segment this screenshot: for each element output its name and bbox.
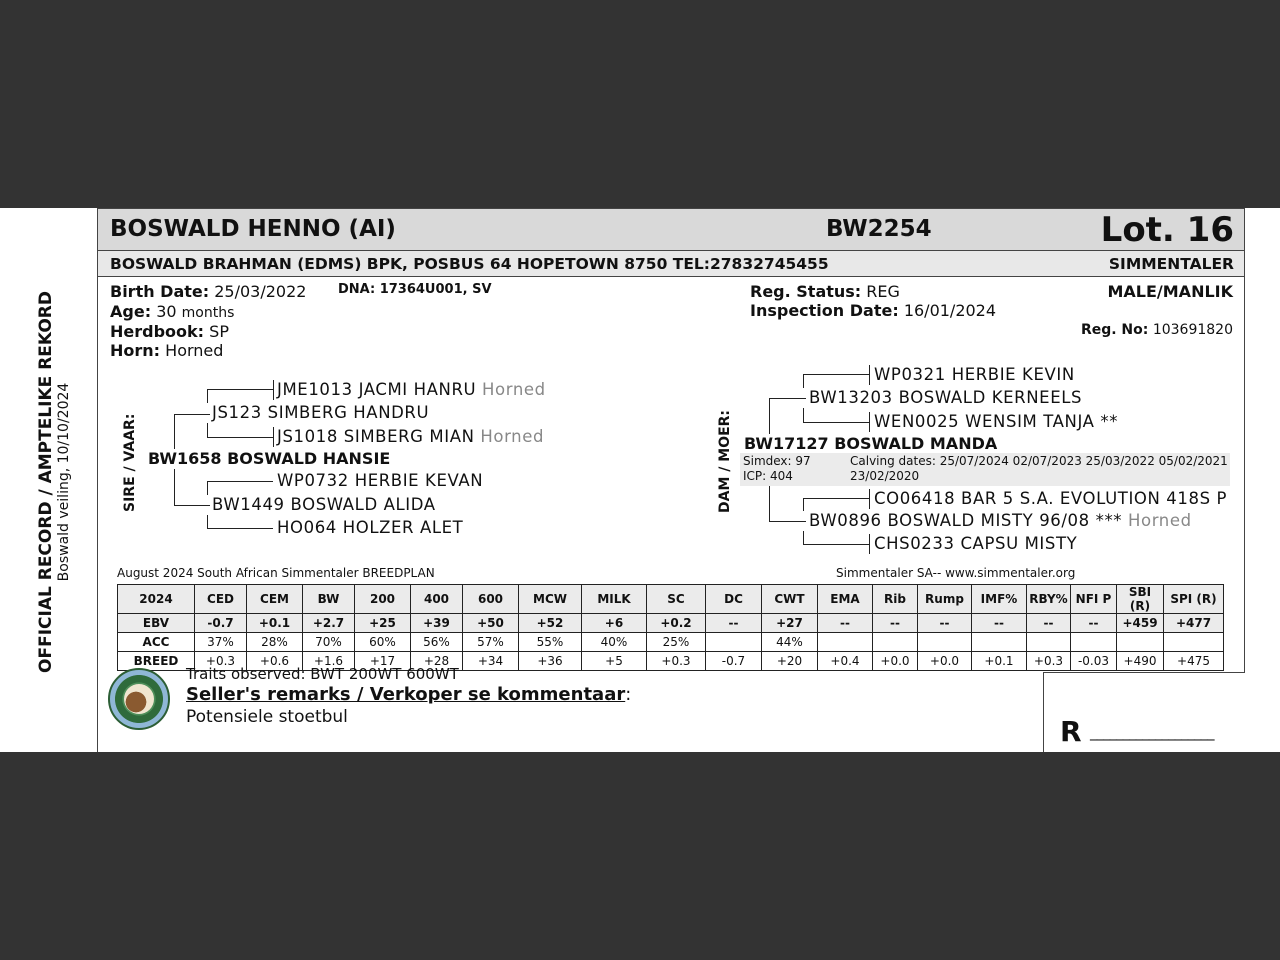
table-cell: Rib [873, 585, 918, 614]
animal-name: BOSWALD HENNO (AI) [110, 216, 396, 242]
table-cell: SPI (R) [1164, 585, 1224, 614]
table-cell: CEM [247, 585, 303, 614]
table-cell: 25% [647, 633, 706, 652]
dam-dam-dam: CHS0233 CAPSU MISTY [874, 534, 1078, 553]
table-cell [1164, 633, 1224, 652]
table-cell: SC [647, 585, 706, 614]
table-cell: +0.2 [647, 614, 706, 633]
pedigree-line [869, 365, 870, 385]
table-cell: -- [873, 614, 918, 633]
table-cell: -- [972, 614, 1027, 633]
table-cell: CED [195, 585, 247, 614]
sellers-remarks-heading: Seller's remarks / Verkoper se kommentaar: [186, 684, 632, 705]
simmentaler-society-logo-icon [108, 668, 170, 730]
dam-name: BW17127 BOSWALD MANDA [744, 434, 998, 453]
breed-name: SIMMENTALER [1108, 255, 1234, 273]
table-cell: +477 [1164, 614, 1224, 633]
table-cell: MILK [582, 585, 647, 614]
table-cell: 55% [519, 633, 582, 652]
price-blank[interactable]: ___________________ [1090, 723, 1214, 741]
sire-sire: JS123 SIMBERG HANDRU [212, 403, 430, 422]
row-label-cell: EBV [118, 614, 195, 633]
sire-name: BW1658 BOSWALD HANSIE [148, 449, 391, 468]
dam-dam: BW0896 BOSWALD MISTY 96/08 *** Horned [809, 511, 1192, 530]
table-cell: -0.03 [1071, 652, 1117, 671]
table-cell: +0.0 [873, 652, 918, 671]
ebv-table [117, 584, 1224, 671]
table-cell [1117, 633, 1164, 652]
table-row [118, 614, 1224, 633]
sire-side-label: SIRE / VAAR: [122, 413, 138, 512]
table-cell: +0.1 [972, 652, 1027, 671]
table-cell: +1.6 [303, 652, 355, 671]
pedigree-line [207, 481, 273, 482]
pedigree-line [207, 437, 273, 438]
table-cell: 57% [463, 633, 519, 652]
table-cell: +25 [355, 614, 411, 633]
dam-sire: BW13203 BOSWALD KERNEELS [809, 388, 1083, 407]
row-label-cell: ACC [118, 633, 195, 652]
table-cell: +0.3 [1027, 652, 1071, 671]
table-cell: +475 [1164, 652, 1224, 671]
dam-sire-sire: WP0321 HERBIE KEVIN [874, 365, 1075, 384]
official-record-vertical-label [36, 282, 72, 682]
pedigree-line [803, 374, 869, 375]
inspection-date: Inspection Date: 16/01/2024 [750, 301, 997, 320]
animal-id: BW2254 [826, 216, 932, 242]
table-cell: +20 [762, 652, 818, 671]
pedigree-line [207, 389, 273, 390]
table-cell [1071, 633, 1117, 652]
dam-calving-dates-cont: 23/02/2020 [850, 469, 920, 483]
reg-number: Reg. No: 103691820 [1080, 322, 1233, 338]
table-cell: +39 [411, 614, 463, 633]
sire-sire-sire: JME1013 JACMI HANRU Horned [277, 380, 546, 399]
table-cell: -- [1071, 614, 1117, 633]
table-cell: CWT [762, 585, 818, 614]
pedigree-line [174, 414, 210, 415]
table-row [118, 633, 1224, 652]
table-cell: +0.3 [647, 652, 706, 671]
lot-number: Lot. 16 [1100, 210, 1234, 250]
dam-icp: ICP: 404 [743, 469, 793, 483]
pedigree-line [869, 412, 870, 432]
pedigree-line [803, 544, 869, 545]
table-cell: +2.7 [303, 614, 355, 633]
table-cell: -- [1027, 614, 1071, 633]
pedigree-line [174, 505, 210, 506]
pedigree-line [207, 528, 273, 529]
auction-date-text: Boswald veiling, 10/10/2024 [56, 382, 72, 582]
dam-simdex: Simdex: 97 [743, 454, 811, 468]
price-box [1043, 672, 1245, 752]
sellers-remarks-text: Potensiele stoetbul [186, 707, 348, 727]
pedigree-line [174, 414, 175, 449]
dna-info: DNA: 17364U001, SV [338, 282, 492, 297]
table-cell: MCW [519, 585, 582, 614]
official-record-text: OFFICIAL RECORD / AMPTELIKE REKORD [36, 291, 56, 673]
sire-sire-dam: JS1018 SIMBERG MIAN Horned [277, 427, 545, 446]
pedigree-line [273, 380, 274, 400]
table-cell: +36 [519, 652, 582, 671]
table-cell: DC [706, 585, 762, 614]
lot-header [98, 208, 1244, 251]
table-cell [918, 633, 972, 652]
table-cell: 40% [582, 633, 647, 652]
catalogue-page [0, 208, 1280, 752]
table-cell: -0.7 [706, 652, 762, 671]
table-cell: -- [918, 614, 972, 633]
pedigree-line [869, 534, 870, 554]
pedigree-line [869, 489, 870, 509]
table-cell: +28 [411, 652, 463, 671]
table-cell: RBY% [1027, 585, 1071, 614]
breeder-bar [98, 251, 1244, 277]
table-cell [1027, 633, 1071, 652]
dam-calving-dates: Calving dates: 25/07/2024 02/07/2023 25/03/2022 05/02/2021 [850, 454, 1228, 468]
reg-status: Reg. Status: REG [750, 282, 900, 301]
pedigree-line [207, 423, 208, 437]
pedigree-line [273, 427, 274, 447]
pedigree-line [769, 398, 806, 399]
pedigree-line [207, 389, 208, 403]
traits-observed: Traits observed: BWT 200WT 600WT [186, 665, 459, 683]
pedigree-line [769, 398, 770, 434]
pedigree-line [174, 469, 175, 505]
table-cell: +6 [582, 614, 647, 633]
sire-dam: BW1449 BOSWALD ALIDA [212, 495, 436, 514]
table-cell: Rump [918, 585, 972, 614]
table-cell: -- [706, 614, 762, 633]
society-website: Simmentaler SA-- www.simmentaler.org [836, 566, 1076, 580]
table-cell: +0.1 [247, 614, 303, 633]
breeder-address: BOSWALD BRAHMAN (EDMS) BPK, POSBUS 64 HOPETOWN 8750 TEL:27832745455 [110, 255, 829, 273]
breedplan-caption: August 2024 South African Simmentaler BREEDPLAN [117, 566, 435, 580]
table-cell: +490 [1117, 652, 1164, 671]
table-cell [972, 633, 1027, 652]
table-cell: 28% [247, 633, 303, 652]
pedigree-line [803, 531, 804, 544]
table-cell: +50 [463, 614, 519, 633]
pedigree-line [207, 515, 208, 528]
table-cell: -0.7 [195, 614, 247, 633]
row-label-cell: BREED [118, 652, 195, 671]
sex: MALE/MANLIK [1107, 282, 1233, 301]
birth-date: Birth Date: 25/03/2022 [110, 282, 307, 301]
pedigree-line [803, 498, 869, 499]
table-cell: +5 [582, 652, 647, 671]
dam-dam-sire: CO06418 BAR 5 S.A. EVOLUTION 418S P [874, 489, 1228, 508]
table-cell: 60% [355, 633, 411, 652]
pedigree-line [803, 498, 804, 511]
pedigree-line [207, 481, 208, 495]
pedigree-line [803, 374, 804, 388]
dam-side-label: DAM / MOER: [717, 409, 733, 513]
table-cell: SBI (R) [1117, 585, 1164, 614]
table-cell: 200 [355, 585, 411, 614]
pedigree-line [803, 408, 804, 422]
pedigree-line [769, 486, 770, 521]
row-label-cell: 2024 [118, 585, 195, 614]
horn-status: Horn: Horned [110, 341, 224, 360]
table-cell [873, 633, 918, 652]
table-cell: +0.3 [195, 652, 247, 671]
table-cell: +34 [463, 652, 519, 671]
sire-dam-dam: HO064 HOLZER ALET [277, 518, 464, 537]
pedigree-line [803, 422, 869, 423]
herdbook: Herdbook: SP [110, 322, 229, 341]
table-cell: 44% [762, 633, 818, 652]
table-cell [706, 633, 762, 652]
table-cell: 56% [411, 633, 463, 652]
sire-dam-sire: WP0732 HERBIE KEVAN [277, 471, 484, 490]
age: Age: 30 months [110, 302, 235, 321]
price-currency: R [1060, 715, 1082, 748]
table-cell: -- [818, 614, 873, 633]
table-cell: +0.6 [247, 652, 303, 671]
table-cell: +17 [355, 652, 411, 671]
table-cell: 600 [463, 585, 519, 614]
table-cell: +0.0 [918, 652, 972, 671]
table-cell: IMF% [972, 585, 1027, 614]
pedigree-line [769, 521, 806, 522]
table-cell: NFI P [1071, 585, 1117, 614]
table-cell: +0.4 [818, 652, 873, 671]
dam-sire-dam: WEN0025 WENSIM TANJA ** [874, 412, 1119, 431]
table-cell [818, 633, 873, 652]
table-row [118, 585, 1224, 614]
table-cell: EMA [818, 585, 873, 614]
table-cell: +27 [762, 614, 818, 633]
table-cell: +459 [1117, 614, 1164, 633]
table-cell: 37% [195, 633, 247, 652]
table-cell: 70% [303, 633, 355, 652]
table-cell: BW [303, 585, 355, 614]
table-cell: +52 [519, 614, 582, 633]
table-cell: 400 [411, 585, 463, 614]
